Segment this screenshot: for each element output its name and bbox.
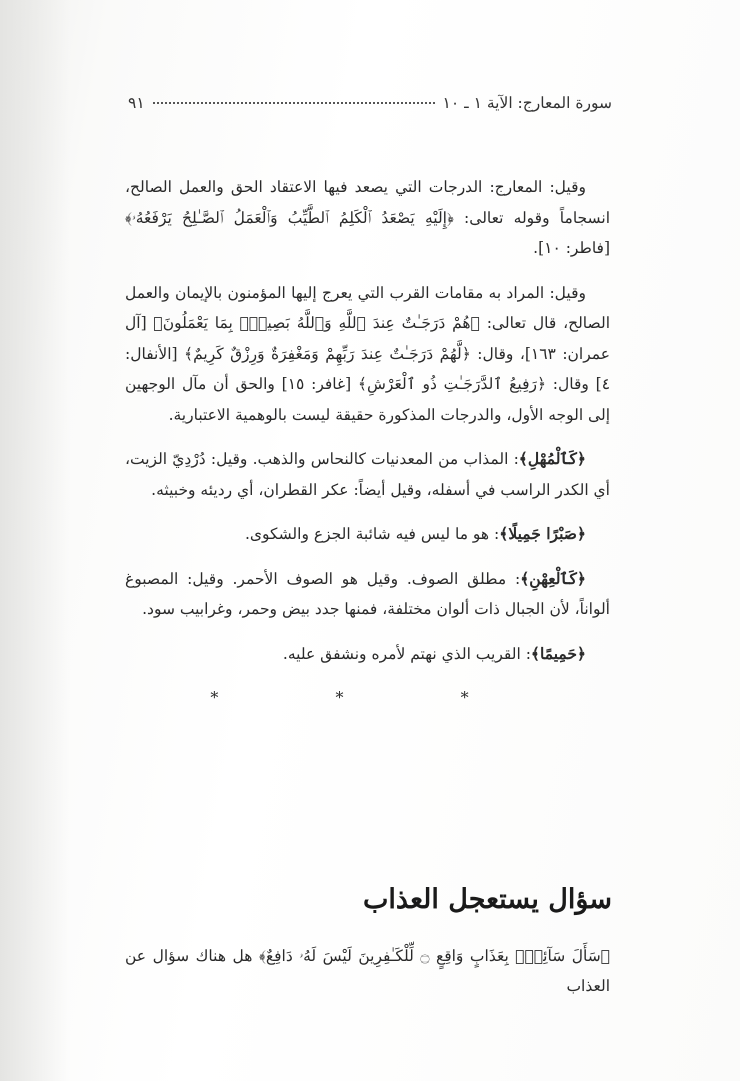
paragraph-maqamat-qurb: وقيل: المراد به مقامات القرب التي يعرج إليها المؤمنون بالإيمان والعمل الصالح، قال تعالى: ﴿هُمْ دَرَجَـٰتٌ عِندَ ٱللَّهِ وَٱللَّهُ بَصِيرٌۢ بِمَا يَعْمَلُونَ﴾ [آل عمران: ١٦٣]، وقال: ﴿لَّهُمْ دَرَجَـٰتٌ عِندَ رَبِّهِمْ وَمَغْفِرَةٌ وَرِزْقٌ كَرِيمٌ﴾ [الأنفال: ٤] وقال: ﴿رَفِيعُ ٱلدَّرَجَـٰتِ ذُو ٱلْعَرْشِ﴾ [غافر: ١٥] والحق أن مآل الوجهين إلى الوجه الأول، والدرجات المذكورة حقيقة ليست بالوهمية الاعتبارية. xyxy=(125,283,611,424)
paragraph-maarij-definition: وقيل: المعارج: الدرجات التي يصعد فيها الاعتقاد الحق والعمل الصالح، انسجاماً وقوله تعالى: ﴿إِلَيْهِ يَصْعَدُ ٱلْكَلِمُ ٱلطَّيِّبُ وَٱلْعَمَلُ ٱلصَّـٰلِحُ يَرْفَعُهُۥ﴾ [فاطر: ١٠]. xyxy=(125,178,610,257)
paragraph-sabr-jamil: ﴿صَبْرًا جَمِيلًا﴾: هو ما ليس فيه شائبة الجزع والشكوى. xyxy=(244,524,586,543)
paragraph-al-ihn: ﴿كَٱلْعِهْنِ﴾: مطلق الصوف. وقيل هو الصوف الأحمر. وقيل: المصبوغ ألواناً، لأن الجبال ذات ألوان مختلفة، فمنها جدد بيض وحمر، وغرابيب سود. xyxy=(125,568,610,618)
quranic-term: ﴿كَٱلْمُهْلِ﴾ xyxy=(518,449,586,468)
section-heading: سؤال يستعجل العذاب xyxy=(363,884,612,915)
quranic-quote: ﴿سَأَلَ سَآئِلٌۢ بِعَذَابٍ وَاقِعٍ ۝ لِّلْكَـٰفِرِينَ لَيْسَ لَهُۥ دَافِعٌ﴾ xyxy=(258,947,611,965)
page-body xyxy=(125,172,610,714)
section-separator: * * * xyxy=(210,688,525,707)
section-first-line: ﴿سَأَلَ سَآئِلٌۢ بِعَذَابٍ وَاقِعٍ ۝ لِّلْكَـٰفِرِينَ لَيْسَ لَهُۥ دَافِعٌ﴾ هل هناك سؤال عن العذاب xyxy=(125,947,611,995)
page-number: ٩١ xyxy=(128,94,145,112)
surah-title: سورة المعارج: الآية ١ ـ ١٠ xyxy=(442,94,612,112)
paragraph-al-muhl: ﴿كَٱلْمُهْلِ﴾: المذاب من المعدنيات كالنحاس والذهب. وقيل: دُرْدِيّ الزيت، أي الكدر الراسب في أسفله، وقيل أيضاً: عكر القطران، أي رديئه وخبيثه. xyxy=(125,449,610,499)
leader-dots xyxy=(153,102,435,104)
quranic-term: ﴿صَبْرًا جَمِيلًا﴾ xyxy=(499,524,586,543)
quranic-term: ﴿حَمِيمًا﴾ xyxy=(530,643,586,663)
paragraph-hamim: ﴿حَمِيمًا﴾: القريب الذي نهتم لأمره ونشفق عليه. xyxy=(282,643,586,663)
quranic-term: ﴿كَٱلْعِهْنِ﴾ xyxy=(520,568,586,588)
running-header xyxy=(128,94,612,122)
